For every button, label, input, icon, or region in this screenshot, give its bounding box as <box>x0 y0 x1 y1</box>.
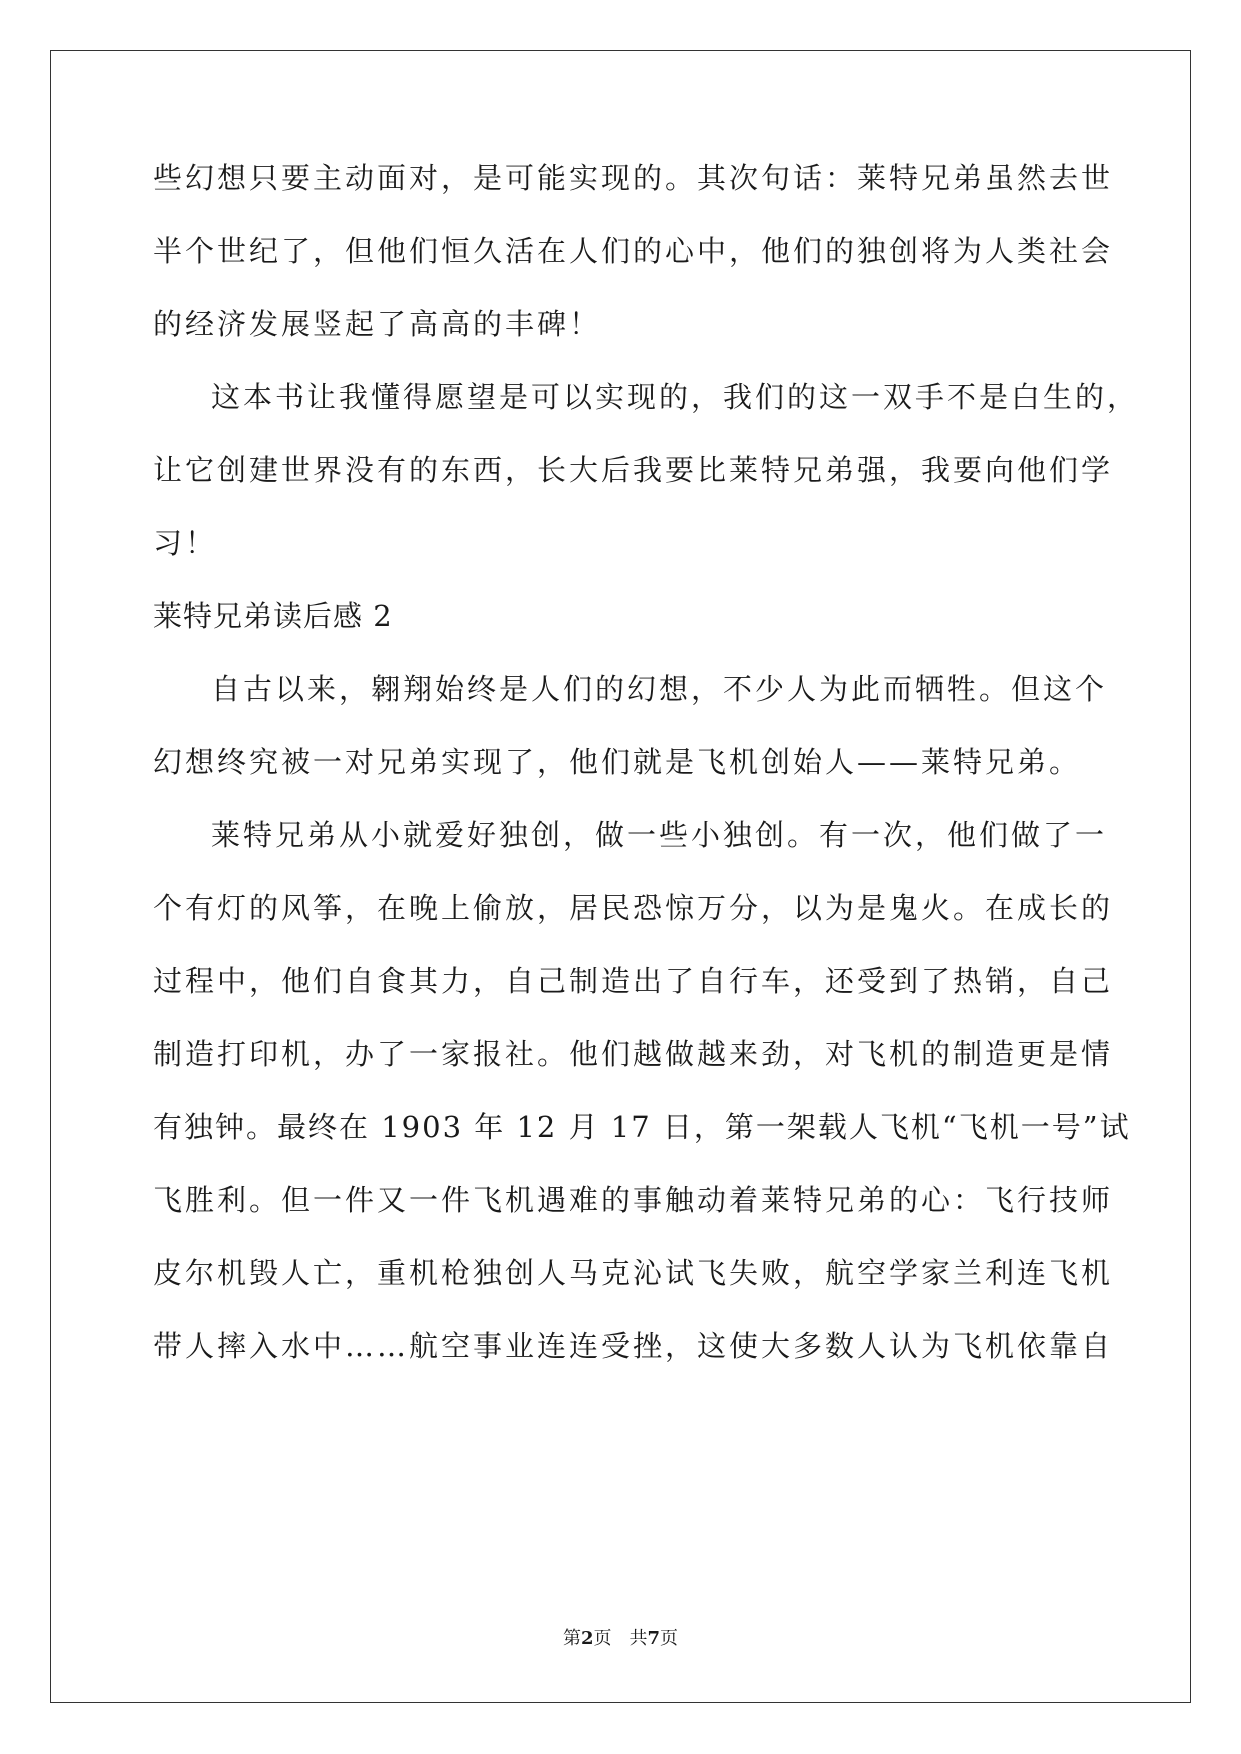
page-middle-text: 页 共 <box>593 1628 648 1649</box>
text-line: 让它创建世界没有的东西，长大后我要比莱特兄弟强，我要向他们学 <box>153 453 1114 487</box>
text-line: 习！ <box>153 526 218 560</box>
total-page-number: 7 <box>647 1628 661 1649</box>
page-footer <box>0 1628 1241 1650</box>
text-line: 幻想终究被一对兄弟实现了，他们就是飞机创始人——莱特兄弟。 <box>153 745 1082 779</box>
text-line: 皮尔机毁人亡，重机枪独创人马克沁试飞失败，航空学家兰利连飞机 <box>153 1256 1114 1290</box>
current-page-number: 2 <box>580 1628 594 1649</box>
text-line: 的经济发展竖起了高高的丰碑！ <box>153 307 602 341</box>
page-prefix: 第 <box>562 1628 581 1649</box>
paragraph-start-line: 莱特兄弟从小就爱好独创，做一些小独创。有一次，他们做了一 <box>211 818 1108 852</box>
paragraph-start-line: 自古以来，翱翔始终是人们的幻想，不少人为此而牺牲。但这个 <box>211 672 1108 706</box>
text-line: 制造打印机，办了一家报社。他们越做越来劲，对飞机的制造更是情 <box>153 1037 1114 1071</box>
text-line: 半个世纪了，但他们恒久活在人们的心中，他们的独创将为人类社会 <box>153 234 1114 268</box>
page-border <box>50 50 1191 1703</box>
text-line: 有独钟。最终在 1903 年 12 月 17 日，第一架载人飞机“飞机一号”试 <box>153 1110 1131 1144</box>
text-line: 飞胜利。但一件又一件飞机遇难的事触动着莱特兄弟的心：飞行技师 <box>153 1183 1114 1217</box>
page-suffix: 页 <box>660 1628 679 1649</box>
text-line: 过程中，他们自食其力，自己制造出了自行车，还受到了热销，自己 <box>153 964 1114 998</box>
section-heading: 莱特兄弟读后感 2 <box>153 599 393 633</box>
text-line: 个有灯的风筝，在晚上偷放，居民恐惊万分，以为是鬼火。在成长的 <box>153 891 1114 925</box>
text-line: 带人摔入水中……航空事业连连受挫，这使大多数人认为飞机依靠自 <box>153 1329 1114 1363</box>
text-line: 些幻想只要主动面对，是可能实现的。其次句话：莱特兄弟虽然去世 <box>153 161 1114 195</box>
paragraph-start-line: 这本书让我懂得愿望是可以实现的，我们的这一双手不是白生的， <box>211 380 1140 414</box>
